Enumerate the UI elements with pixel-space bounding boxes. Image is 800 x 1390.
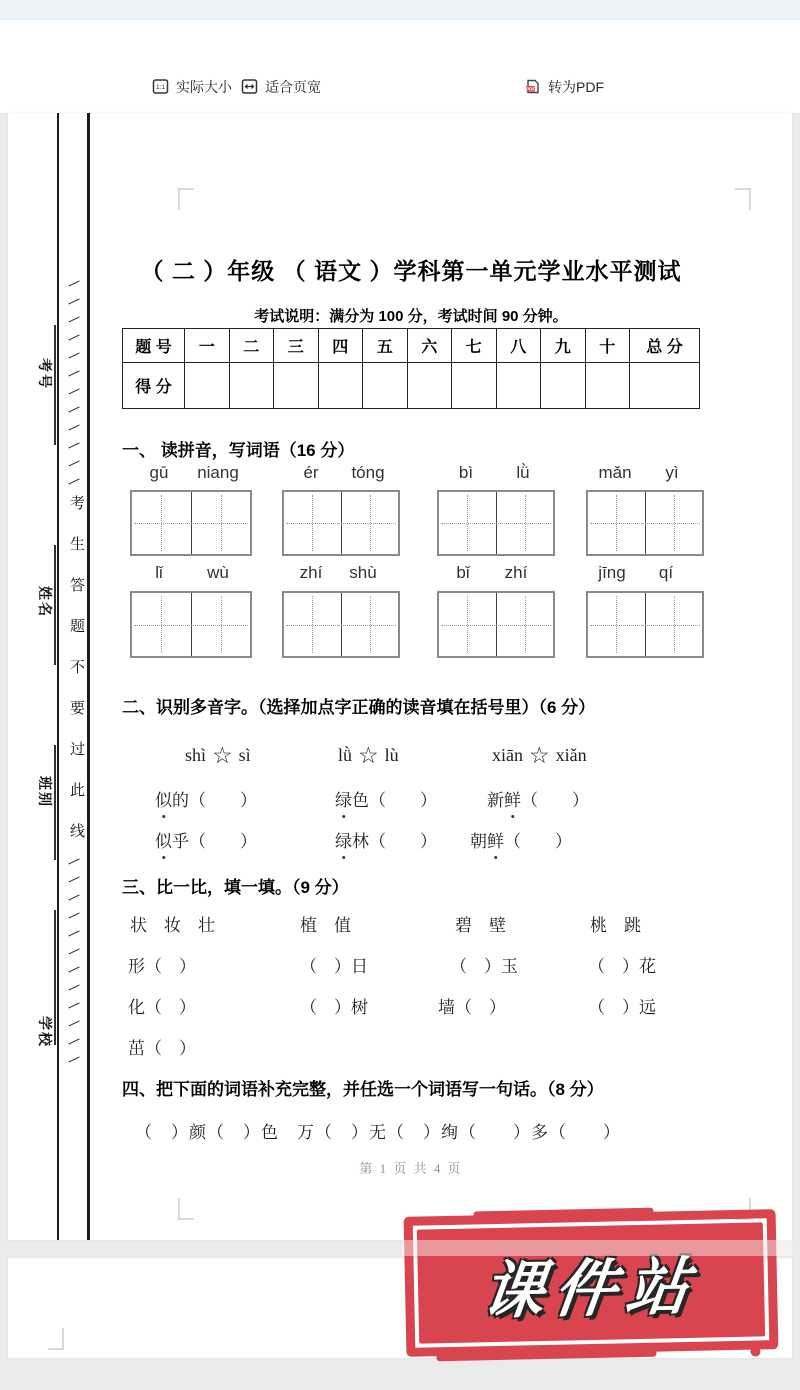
score-header-cell: 七 xyxy=(452,329,497,363)
score-table-score-row xyxy=(123,363,700,409)
score-table xyxy=(122,328,700,409)
score-header-cell: 四 xyxy=(318,329,363,363)
svg-text:1:1: 1:1 xyxy=(155,84,166,92)
section-2-heading: 二、识别多音字。（选择加点字正确的读音填在括号里）（6 分） xyxy=(122,698,596,717)
stamp-text: 课件站 xyxy=(478,1252,703,1326)
rail-notice-text: 考生答题不要过此线 xyxy=(68,495,84,864)
writing-grid[interactable] xyxy=(586,591,704,658)
margin-mark-bottom-left xyxy=(178,1198,194,1220)
score-row-label: 得 分 xyxy=(123,363,185,409)
pinyin: yì xyxy=(665,463,679,482)
pinyin: gū xyxy=(149,463,169,482)
pinyin: jīng xyxy=(598,563,626,582)
fill-blank: 化（ ） xyxy=(128,998,196,1017)
fill-blank: 形（ ） xyxy=(128,957,196,976)
compare-chars: 状 妆 壮 xyxy=(130,916,215,935)
writing-grid[interactable] xyxy=(437,490,555,556)
rail-label-school: 学校 xyxy=(37,1016,53,1048)
pinyin: shù xyxy=(349,563,377,582)
writing-grid[interactable] xyxy=(437,591,555,658)
score-header-cell: 二 xyxy=(229,329,274,363)
pinyin: niang xyxy=(197,463,239,482)
viewer-toolbar xyxy=(0,60,800,114)
watermark-stamp xyxy=(404,1209,779,1357)
rail-seal-line xyxy=(87,113,90,1240)
rail-label-class: 班别 xyxy=(37,776,53,808)
viewer-header-space xyxy=(0,20,800,60)
fill-blank: （ ）远 xyxy=(588,998,656,1017)
pinyin: lǐ xyxy=(155,563,163,582)
polyphone-word: 新鲜（ ） xyxy=(487,786,589,811)
writing-grid[interactable] xyxy=(586,490,704,556)
pinyin: ér xyxy=(303,463,319,482)
margin-mark-top-right xyxy=(735,188,751,210)
polyphone-word: 绿色（ ） xyxy=(335,786,437,811)
pinyin: bì xyxy=(458,463,474,482)
section-1-heading: 一、 读拼音，写词语（16 分） xyxy=(122,441,355,460)
fill-blank: 茁（ ） xyxy=(128,1039,196,1058)
star-icon: ☆ xyxy=(358,743,379,768)
score-header-cell: 题 号 xyxy=(123,329,185,363)
page-gap-overlay xyxy=(402,1240,792,1256)
pinyin: wù xyxy=(207,563,229,582)
writing-grid[interactable] xyxy=(282,490,400,556)
convert-to-pdf-label: 转为PDF xyxy=(548,78,604,95)
compare-chars: 桃 跳 xyxy=(590,916,641,935)
writing-grid[interactable] xyxy=(282,591,400,658)
actual-size-button[interactable] xyxy=(152,60,232,113)
pinyin: lǜ xyxy=(516,463,530,482)
actual-size-icon xyxy=(152,78,169,95)
score-header-cell: 十 xyxy=(585,329,630,363)
polyphone-option: shì ☆ sì xyxy=(185,743,251,768)
browser-top-band xyxy=(0,0,800,20)
polyphone-word: 似乎（ ） xyxy=(155,827,257,852)
actual-size-label: 实际大小 xyxy=(176,78,232,95)
fill-blank: （ ）玉 xyxy=(450,957,518,976)
section-4-heading: 四、把下面的词语补充完整，并任选一个词语写一句话。（8 分） xyxy=(122,1080,604,1099)
fit-width-icon xyxy=(241,78,258,95)
fill-blank: 墙（ ） xyxy=(438,998,506,1017)
star-icon: ☆ xyxy=(529,743,550,768)
section-3-heading: 三、比一比，填一填。（9 分） xyxy=(122,878,349,897)
writing-grid[interactable] xyxy=(130,490,252,556)
fill-blank: （ ）日 xyxy=(300,957,368,976)
compare-chars: 植 值 xyxy=(300,916,351,935)
fit-width-label: 适合页宽 xyxy=(265,78,321,95)
pinyin: tóng xyxy=(351,463,385,482)
rail-inner-line xyxy=(57,113,59,1240)
star-icon: ☆ xyxy=(212,743,233,768)
pinyin: zhí xyxy=(299,563,323,582)
writing-grid[interactable] xyxy=(130,591,252,658)
pinyin: mǎn xyxy=(598,463,632,482)
rail-label-name: 姓名 xyxy=(37,586,53,618)
pdf-icon xyxy=(524,78,541,95)
polyphone-word: 似的（ ） xyxy=(155,786,257,811)
score-header-cell: 一 xyxy=(185,329,230,363)
polyphone-word: 绿林（ ） xyxy=(335,827,437,852)
fill-blank: （ ）花 xyxy=(588,957,656,976)
convert-to-pdf-button[interactable] xyxy=(524,60,604,113)
page-footer: 第 1 页 共 4 页 xyxy=(359,1161,463,1176)
score-header-cell: 三 xyxy=(274,329,319,363)
document-page-1 xyxy=(8,113,792,1240)
idiom-fill-row: （ ）颜（ ）色 万（ ）无（ ）绚（ ）多（ ） xyxy=(135,1123,621,1142)
score-header-cell: 六 xyxy=(407,329,452,363)
polyphone-option: xiān ☆ xiǎn xyxy=(492,743,587,768)
exam-title: （ 二 ）年级 （ 语文 ）学科第一单元学业水平测试 xyxy=(140,258,682,284)
pinyin: qí xyxy=(658,563,674,582)
polyphone-option: lǜ ☆ lù xyxy=(338,743,399,768)
fill-blank: （ ）树 xyxy=(300,998,368,1017)
margin-mark-page2 xyxy=(48,1328,64,1350)
fit-width-button[interactable] xyxy=(241,60,321,113)
rail-label-exam-number: 考号 xyxy=(37,358,53,390)
score-header-cell: 八 xyxy=(496,329,541,363)
score-table-header-row xyxy=(123,329,700,363)
compare-chars: 碧 壁 xyxy=(455,916,506,935)
margin-mark-top-left xyxy=(178,188,194,210)
score-header-cell: 五 xyxy=(363,329,408,363)
score-header-cell: 九 xyxy=(541,329,586,363)
pinyin: bǐ xyxy=(456,563,470,582)
pinyin: zhí xyxy=(504,563,528,582)
score-header-cell: 总 分 xyxy=(630,329,700,363)
svg-text:PDF: PDF xyxy=(525,86,536,92)
exam-note: 考试说明：满分为 100 分，考试时间 90 分钟。 xyxy=(254,308,568,325)
polyphone-word: 朝鲜（ ） xyxy=(470,827,572,852)
